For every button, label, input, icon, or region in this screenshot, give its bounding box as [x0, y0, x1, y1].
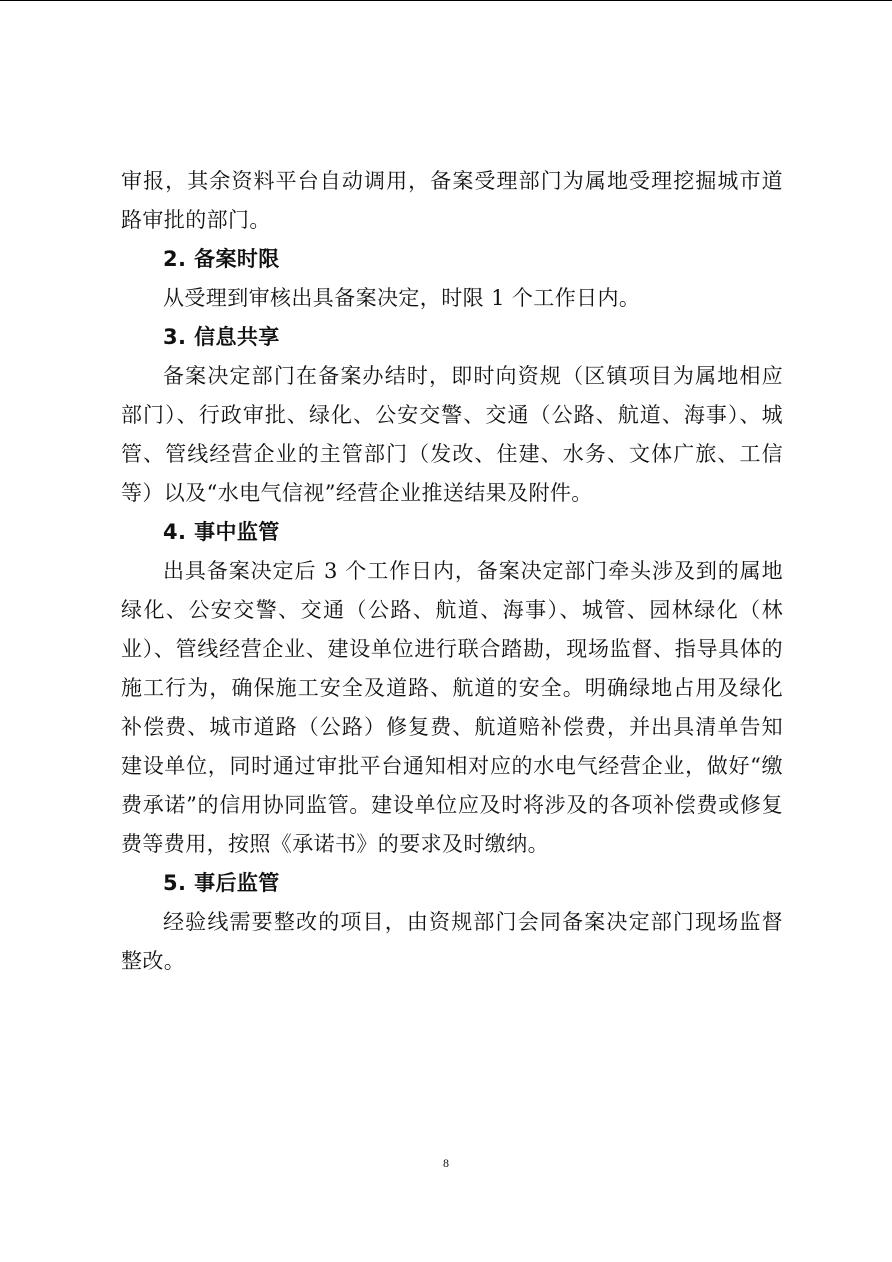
section-heading-information-sharing: 3. 信息共享	[163, 325, 280, 349]
section-body-post-supervision: 经验线需要整改的项目，由资规部门会同备案决定部门现场监督整改。	[121, 910, 783, 973]
document-body	[121, 162, 783, 981]
page-number: 8	[443, 1156, 449, 1170]
section-heading-in-process-supervision: 4. 事中监管	[163, 520, 280, 544]
top-border-line	[0, 0, 892, 1]
section-body-filing-time-limit: 从受理到审核出具备案决定，时限 1 个工作日内。	[163, 286, 641, 310]
section-body-information-sharing: 备案决定部门在备案办结时，即时向资规（区镇项目为属地相应部门）、行政审批、绿化、公安交警、交通（公路、航道、海事）、城管、管线经营企业的主管部门（发改、住建、水务、文体广旅、工信等）以及“水电气信视”经营企业推送结果及附件。	[121, 364, 783, 505]
section-body-in-process-supervision: 出具备案决定后 3 个工作日内，备案决定部门牵头涉及到的属地绿化、公安交警、交通（公路、航道、海事）、城管、园林绿化（林业）、管线经营企业、建设单位进行联合踏勘，现场监督、指导具体的施工行为，确保施工安全及道路、航道的安全。明确绿地占用及绿化补偿费、城市道路（公路）修复费、航道赔补偿费，并出具清单告知建设单位，同时通过审批平台通知相对应的水电气经营企业，做好“缴费承诺”的信用协同监管。建设单位应及时将涉及的各项补偿费或修复费等费用，按照《承诺书》的要求及时缴纳。	[121, 559, 783, 856]
section-heading-filing-time-limit: 2. 备案时限	[163, 247, 280, 271]
section-heading-post-supervision: 5. 事后监管	[163, 871, 280, 895]
continuation-paragraph: 审报，其余资料平台自动调用，备案受理部门为属地受理挖掘城市道路审批的部门。	[121, 169, 783, 232]
